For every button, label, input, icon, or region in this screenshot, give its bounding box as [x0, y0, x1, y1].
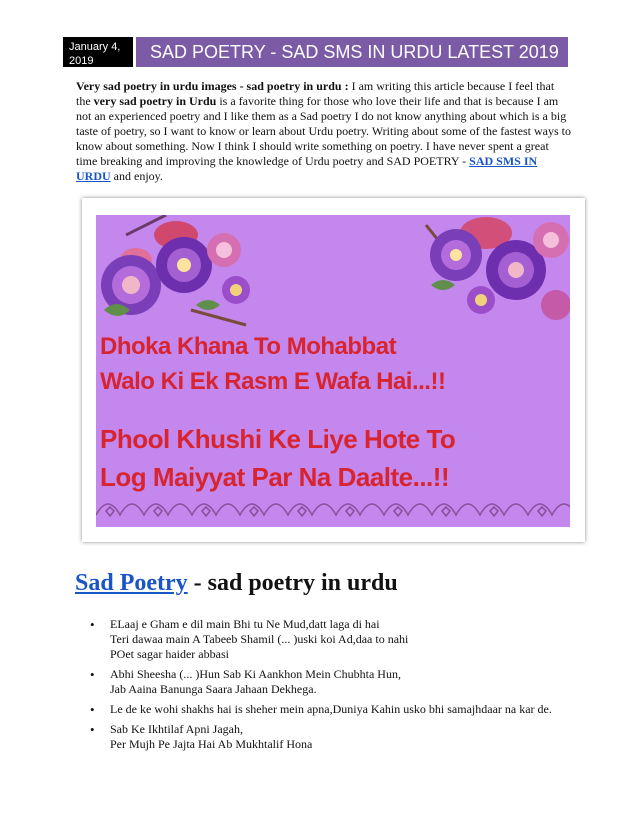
intro-lead: Very sad poetry in urdu images - sad poetry in urdu :	[76, 79, 349, 93]
page-title: SAD POETRY - SAD SMS IN URDU LATEST 2019	[136, 37, 568, 67]
poetry-image-canvas	[96, 215, 570, 527]
date-label: January 4, 2019	[63, 37, 133, 67]
sad-sms-link[interactable]: SAD SMS IN URDU	[76, 154, 538, 183]
image-quote-line-4: Log Maiyyat Par Na Daalte...!!	[100, 462, 450, 492]
section-heading: Sad Poetry - sad poetry in urdu	[75, 570, 398, 596]
list-item: • ELaaj e Gham e dil main Bhi tu Ne Mud,datt laga di hai Teri dawaa main A Tabeeb Shamil (... )uski koi Ad,daa to nahi POet sagar haider abbasi	[88, 617, 568, 662]
intro-paragraph: Very sad poetry in urdu images - sad poetry in urdu : I am writing this article because I feel that the very sad poetry in Urdu is a favorite thing for those who love their life and that is because I am not an experienced poetry and I like them as a Sad poetry I do not know anything about which is a big taste of poetry, so I want to know or learn about Urdu poetry. Writing about some of the fastest ways to know about something. Now I think I should write something on poetry. I have never spent a great time breaking and improving the knowledge of Urdu poetry and SAD POETRY - SAD SMS IN URDU and enjoy.	[76, 79, 571, 183]
sad-poetry-link[interactable]: Sad Poetry	[75, 570, 188, 596]
heart-border-icon	[96, 504, 570, 516]
image-quote-line-3: Phool Khushi Ke Liye Hote To	[100, 424, 456, 454]
list-item: • Abhi Sheesha (... )Hun Sab Ki Aankhon Mein Chubhta Hun, Jab Aaina Banunga Saara Jahaan Dekhega.	[88, 667, 568, 697]
image-quote-line-1: Dhoka Khana To Mohabbat	[100, 333, 397, 360]
poem-list	[88, 617, 568, 757]
poetry-image	[82, 198, 585, 542]
right-flowers-icon	[426, 217, 570, 320]
list-item: • Le de ke wohi shakhs hai is sheher mein apna,Duniya Kahin usko bhi samajhdaar na kar de.	[88, 702, 568, 717]
image-quote-line-2: Walo Ki Ek Rasm E Wafa Hai...!!	[100, 368, 446, 395]
left-flowers-icon	[101, 215, 250, 325]
list-item: • Sab Ke Ikhtilaf Apni Jagah, Per Mujh Pe Jajta Hai Ab Mukhtalif Hona	[88, 722, 568, 752]
